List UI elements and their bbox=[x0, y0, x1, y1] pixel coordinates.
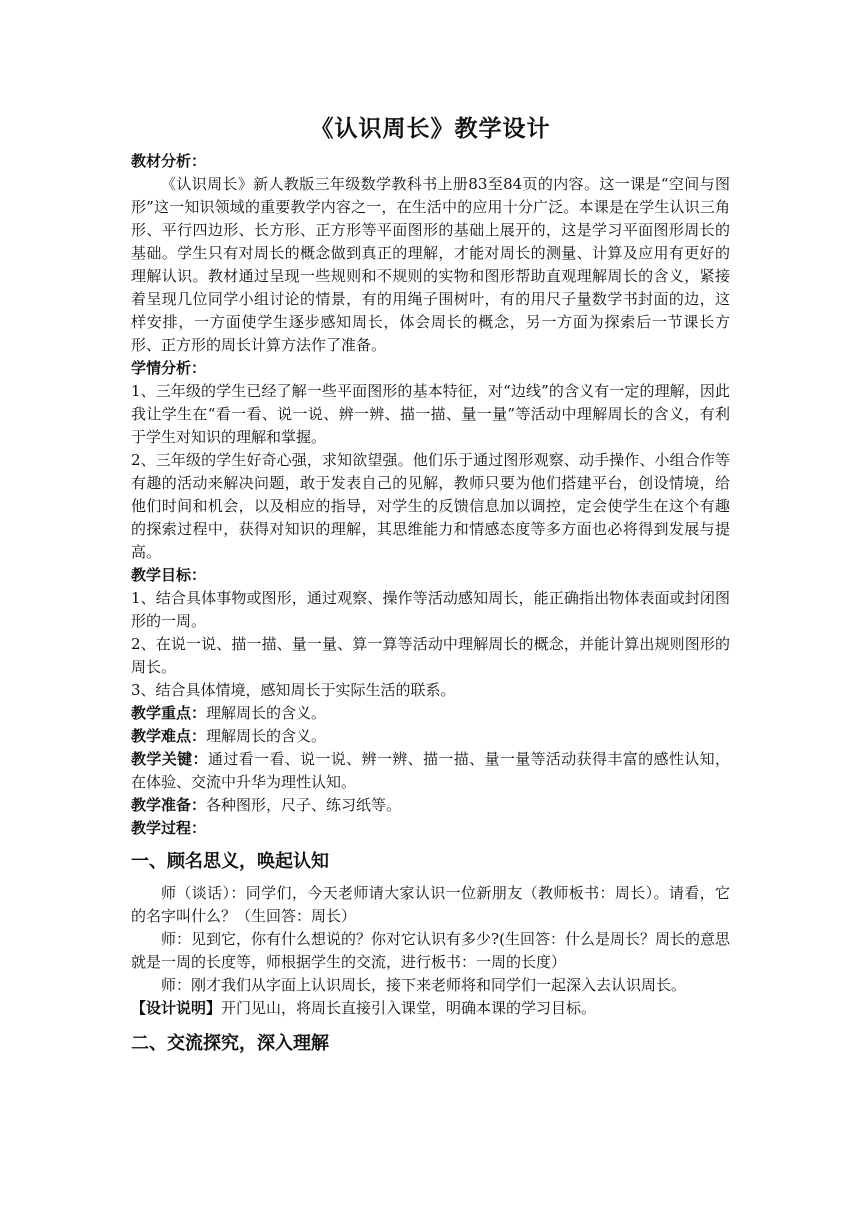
teaching-key-row bbox=[131, 748, 730, 794]
teaching-key-label: 教学关键： bbox=[131, 750, 208, 768]
section-heading-1: 一、顾名思义，唤起认知 bbox=[131, 851, 329, 872]
difficulty-label: 教学难点： bbox=[131, 727, 207, 745]
teaching-goal-3: 3、结合具体情境，感知周长于实际生活的联系。 bbox=[131, 681, 456, 699]
document-content bbox=[131, 112, 730, 1064]
key-point-text: 理解周长的含义。 bbox=[206, 704, 327, 722]
preparation-row bbox=[131, 794, 730, 817]
teaching-goals-label: 教学目标： bbox=[131, 566, 207, 584]
design-note-label: 【设计说明】 bbox=[131, 999, 222, 1017]
difficulty-text: 理解周长的含义。 bbox=[206, 727, 327, 745]
student-analysis-item-2: 2、三年级的学生好奇心强，求知欲望强。他们乐于通过图形观察、动手操作、小组合作等有趣的活动来解决问题，敢于发表自己的见解，教师只要为他们搭建平台，创设情境，给他们时间和机会，以及相应的指导，对学生的反馈信息加以调控，定会使学生在这个有趣的探索过程中，获得对知识的理解，其思维能力和情感态度等多方面也必将得到发展与提高。 bbox=[131, 451, 730, 561]
teaching-goal-1: 1、结合具体事物或图形，通过观察、操作等活动感知周长，能正确指出物体表面或封闭图形的一周。 bbox=[131, 589, 730, 630]
student-analysis-label: 学情分析： bbox=[131, 359, 207, 377]
key-point-row bbox=[131, 702, 730, 725]
design-note-text: 开门见山，将周长直接引入课堂，明确本课的学习目标。 bbox=[221, 999, 597, 1017]
design-note-row bbox=[131, 997, 730, 1020]
document-title: 《认识周长》教学设计 bbox=[310, 115, 551, 142]
teaching-key-text: 通过看一看、说一说、辨一辨、描一描、量一量等活动获得丰富的感性认知，在体验、交流中升华为理性认知。 bbox=[131, 750, 730, 791]
teaching-goal-2: 2、在说一说、描一描、量一量、算一算等活动中理解周长的概念，并能计算出规则图形的周长。 bbox=[131, 635, 730, 676]
process-label: 教学过程： bbox=[131, 819, 207, 837]
section1-paragraph-3: 师：刚才我们从字面上认识周长，接下来老师将和同学们一起深入去认识周长。 bbox=[161, 976, 687, 994]
section-heading-2: 二、交流探究，深入理解 bbox=[131, 1033, 329, 1054]
section1-paragraph-2: 师：见到它，你有什么想说的？你对它认识有多少?(生回答：什么是周长？周长的意思就是一周的长度等，师根据学生的交流，进行板书：一周的长度） bbox=[131, 930, 730, 971]
textbook-analysis-label: 教材分析： bbox=[131, 152, 207, 170]
preparation-text: 各种图形，尺子、练习纸等。 bbox=[206, 796, 402, 814]
difficulty-row bbox=[131, 725, 730, 748]
preparation-label: 教学准备： bbox=[131, 796, 207, 814]
textbook-analysis-text: 《认识周长》新人教版三年级数学教科书上册83至84页的内容。这一课是“空间与图形”这一知识领域的重要教学内容之一，在生活中的应用十分广泛。本课是在学生认识三角形、平行四边形、长方形、正方形等平面图形的基础上展开的，这是学习平面图形周长的基础。学生只有对周长的概念做到真正的理解，才能对周长的测量、计算及应用有更好的理解认识。教材通过呈现一些规则和不规则的实物和图形帮助直观理解周长的含义，紧接着呈现几位同学小组讨论的情景，有的用绳子围树叶，有的用尺子量数学书封面的边，这样安排，一方面使学生逐步感知周长，体会周长的概念，另一方面为探索后一节课长方形、正方形的周长计算方法作了准备。 bbox=[131, 175, 730, 354]
key-point-label: 教学重点： bbox=[131, 704, 207, 722]
student-analysis-item-1: 1、三年级的学生已经了解一些平面图形的基本特征，对“边线”的含义有一定的理解，因此我让学生在“看一看、说一说、辨一辨、描一描、量一量”等活动中理解周长的含义，有利于学生对知识的理解和掌握。 bbox=[131, 382, 730, 446]
section1-paragraph-1: 师（谈话）：同学们，今天老师请大家认识一位新朋友（教师板书：周长）。请看，它的名字叫什么？（生回答：周长） bbox=[131, 884, 730, 925]
